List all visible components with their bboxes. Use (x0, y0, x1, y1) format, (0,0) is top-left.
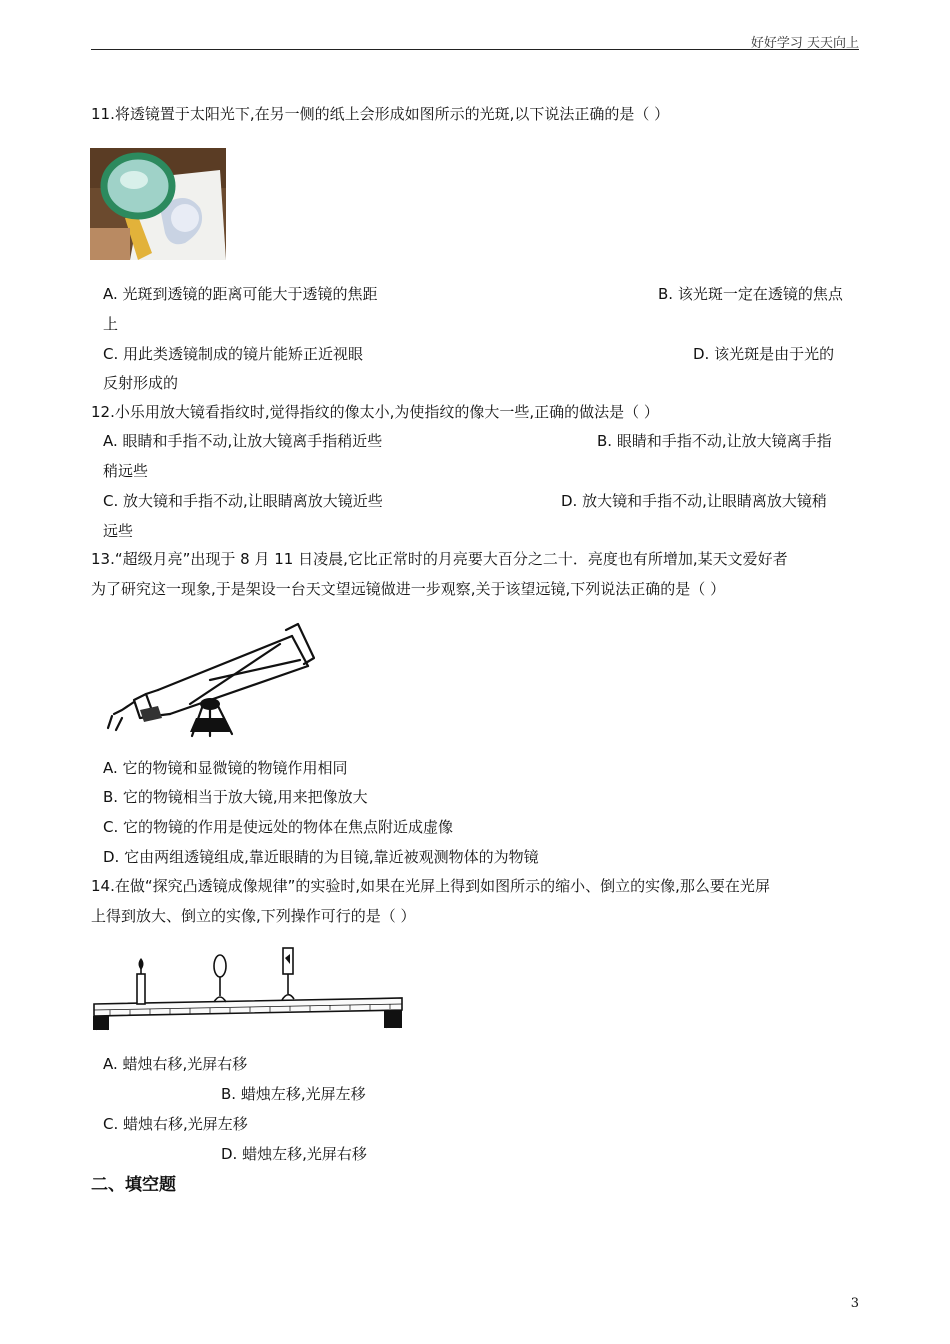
section-fill-in-title: 二、填空题 (91, 1175, 176, 1195)
q11-option-b-cont: 上 (103, 315, 119, 333)
header-motto: 好好学习 天天向上 (750, 36, 859, 51)
q13-telescope-figure (100, 618, 315, 740)
q14-optical-bench-figure (90, 944, 406, 1036)
q11-option-c[interactable]: C. 用此类透镜制成的镜片能矫正近视眼 (103, 345, 364, 363)
q11-stem: 11.将透镜置于太阳光下,在另一侧的纸上会形成如图所示的光斑,以下说法正确的是（ ） (91, 105, 670, 123)
q12-option-d[interactable]: D. 放大镜和手指不动,让眼睛离放大镜稍 (561, 492, 827, 510)
q13-option-d[interactable]: D. 它由两组透镜组成,靠近眼睛的为目镜,靠近被观测物体的为物镜 (103, 848, 539, 866)
q11-magnifier-photo (90, 148, 226, 260)
q14-option-d[interactable]: D. 蜡烛左移,光屏右移 (221, 1145, 367, 1163)
q12-stem: 12.小乐用放大镜看指纹时,觉得指纹的像太小,为使指纹的像大一些,正确的做法是（ ） (91, 403, 659, 421)
q14-stem-line2: 上得到放大、倒立的实像,下列操作可行的是（ ） (91, 907, 416, 925)
q14-option-b[interactable]: B. 蜡烛左移,光屏左移 (221, 1085, 366, 1103)
q14-stem-line1: 14.在做“探究凸透镜成像规律”的实验时,如果在光屏上得到如图所示的缩小、倒立的实像,那么要在光屏 (91, 877, 770, 895)
q13-option-a[interactable]: A. 它的物镜和显微镜的物镜作用相同 (103, 759, 348, 777)
q12-option-c[interactable]: C. 放大镜和手指不动,让眼睛离放大镜近些 (103, 492, 383, 510)
q11-option-b[interactable]: B. 该光斑一定在透镜的焦点 (658, 285, 843, 303)
q14-option-c[interactable]: C. 蜡烛右移,光屏左移 (103, 1115, 248, 1133)
q12-option-b[interactable]: B. 眼睛和手指不动,让放大镜离手指 (597, 432, 832, 450)
q11-option-d[interactable]: D. 该光斑是由于光的 (693, 345, 835, 363)
header-rule (91, 49, 859, 50)
q12-option-d-cont: 远些 (103, 522, 134, 540)
q13-stem-line1: 13.“超级月亮”出现于 8 月 11 日凌晨,它比正常时的月亮要大百分之二十．亮度也有所增加,某天文爱好者 (91, 550, 788, 568)
q13-option-b[interactable]: B. 它的物镜相当于放大镜,用来把像放大 (103, 788, 368, 806)
q14-option-a[interactable]: A. 蜡烛右移,光屏右移 (103, 1055, 248, 1073)
q11-option-a[interactable]: A. 光斑到透镜的距离可能大于透镜的焦距 (103, 285, 378, 303)
q12-option-b-cont: 稍远些 (103, 462, 149, 480)
q13-option-c[interactable]: C. 它的物镜的作用是使远处的物体在焦点附近成虚像 (103, 818, 454, 836)
q12-option-a[interactable]: A. 眼睛和手指不动,让放大镜离手指稍近些 (103, 432, 383, 450)
page-number: 3 (850, 1296, 859, 1311)
q11-option-d-cont: 反射形成的 (103, 374, 179, 392)
q13-stem-line2: 为了研究这一现象,于是架设一台天文望远镜做进一步观察,关于该望远镜,下列说法正确的是（ ） (91, 580, 726, 598)
